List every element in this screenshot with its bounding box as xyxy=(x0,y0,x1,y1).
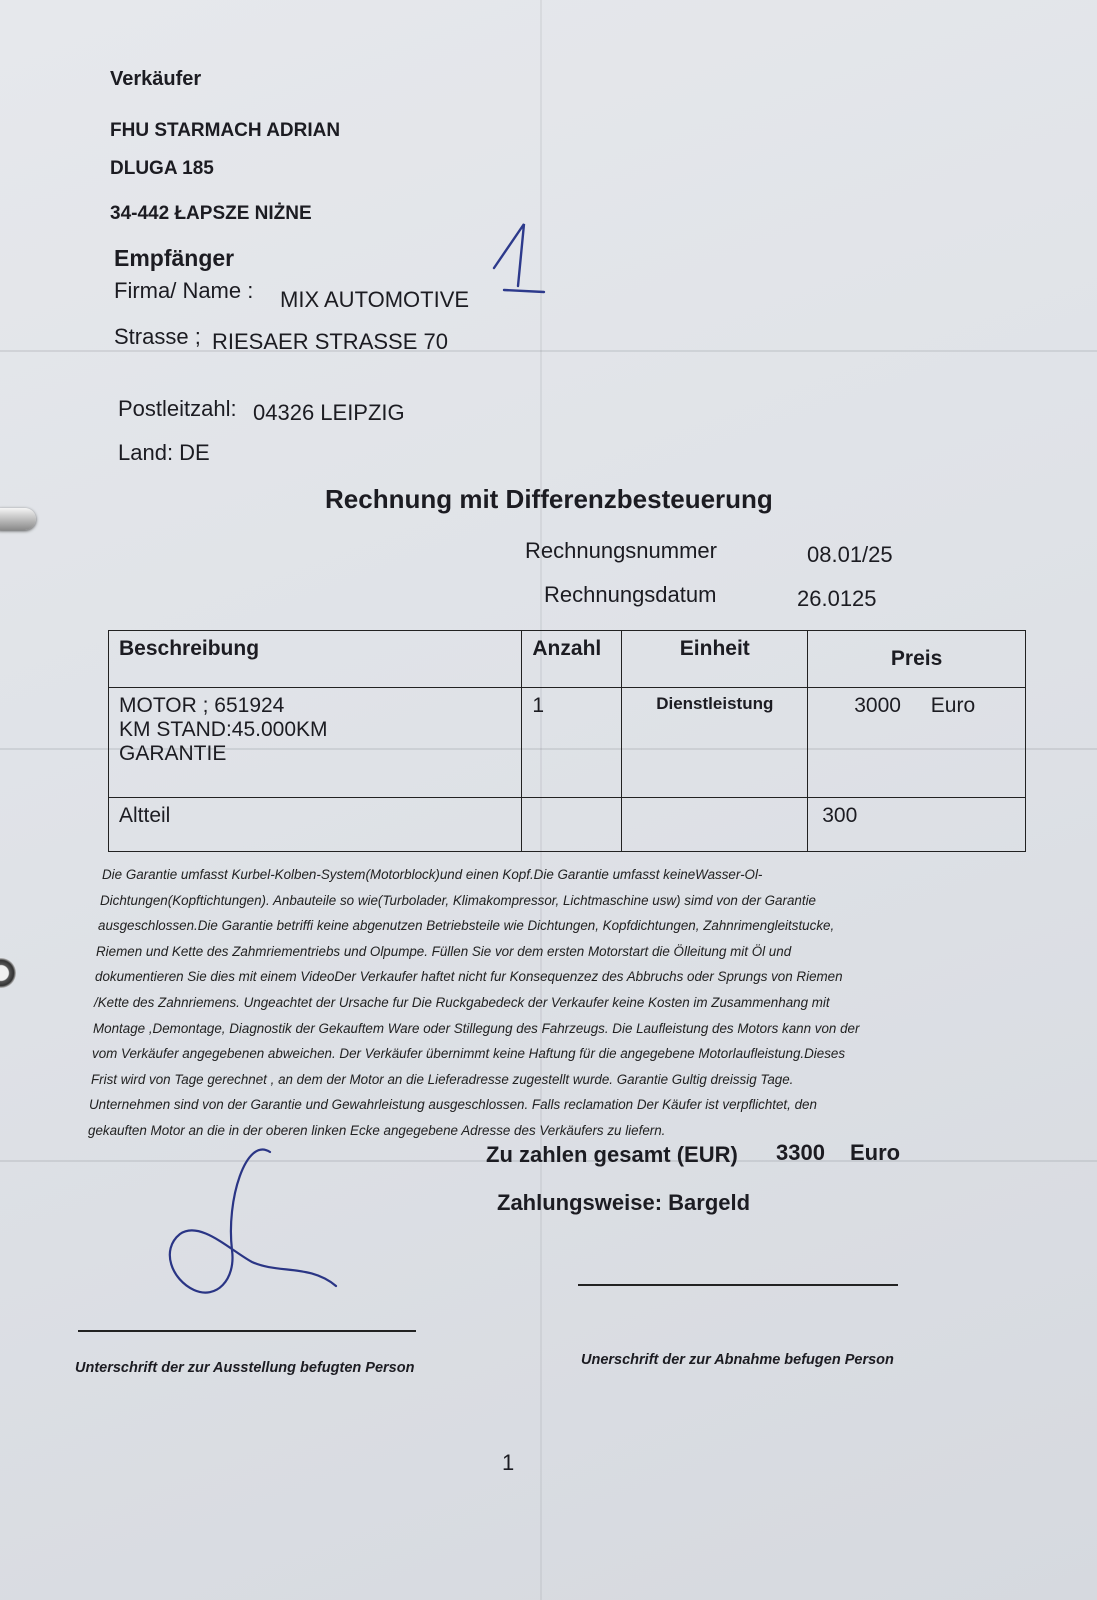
table-row xyxy=(109,688,1026,798)
terms-line: Riemen und Kette des Zahmriementriebs und Olpumpe. Füllen Sie vor dem ersten Motorstart die Ölleitung mit Öl und xyxy=(96,943,792,959)
land-text: Land: DE xyxy=(118,440,210,465)
row1-preis-currency: Euro xyxy=(930,694,976,717)
row1-anzahl: 1 xyxy=(522,688,622,798)
recipient-heading: Empfänger xyxy=(114,245,235,271)
page-number: 1 xyxy=(502,1450,515,1475)
terms-line: vom Verkäufer angegebenen abweichen. Der Verkäufer übernimmt keine Haftung für die angegebene Motorlaufleistung.Dieses xyxy=(92,1046,846,1062)
row1-description xyxy=(109,688,522,798)
terms-line: gekauften Motor an die in der oberen linken Ecke angegebene Adresse des Verkäufers zu liefern. xyxy=(88,1122,666,1138)
binder-ring xyxy=(0,508,36,530)
plz-label: Postleitzahl: xyxy=(118,396,237,421)
total-label: Zu zahlen gesamt (EUR) xyxy=(486,1142,738,1167)
firma-value: MIX AUTOMOTIVE xyxy=(280,287,470,312)
receiver-signature-caption: Unerschrift der zur Abnahme befugen Person xyxy=(581,1352,894,1368)
row1-einheit: Dienstleistung xyxy=(622,688,808,798)
desc-line-garantie: GARANTIE xyxy=(119,742,227,765)
seller-name: FHU STARMACH ADRIAN xyxy=(110,120,341,141)
row2-preis: 300 xyxy=(808,798,1026,852)
plz-value: 04326 LEIPZIG xyxy=(253,400,405,425)
header-anzahl: Anzahl xyxy=(522,631,622,688)
seller-city: 34-442 ŁAPSZE NIŻNE xyxy=(110,203,312,224)
row2-einheit xyxy=(622,798,808,852)
invoice-title: Rechnung mit Differenzbesteuerung xyxy=(325,484,773,514)
row1-preis-value: 3000 xyxy=(854,694,901,717)
row2-description: Altteil xyxy=(109,798,522,852)
issuer-signature xyxy=(160,1140,340,1310)
terms-line: Frist wird von Tage gerechnet , an dem der Motor an die Lieferadresse zugestellt wurde. Garantie Gultig dreissig Tage. xyxy=(91,1071,794,1087)
seller-heading: Verkäufer xyxy=(110,68,202,90)
handwritten-one-mark xyxy=(486,216,550,300)
table-row xyxy=(109,798,1026,852)
terms-line: Montage ,Demontage, Diagnostik der Gekauftem Ware oder Stillegung des Fahrzeugs. Die Laufleistung des Motors kann von der xyxy=(93,1020,860,1036)
total-amount: 3300 xyxy=(776,1140,825,1165)
issuer-signature-line xyxy=(78,1330,416,1332)
header-beschreibung: Beschreibung xyxy=(109,631,522,688)
total-currency: Euro xyxy=(850,1140,901,1165)
terms-line: Dichtungen(Kopftichtungen). Anbauteile so wie(Turbolader, Klimakompressor, Lichtmaschine usw) simd von der Garantie xyxy=(100,892,817,908)
payment-method: Zahlungsweise: Bargeld xyxy=(497,1190,751,1215)
table-header-row xyxy=(109,631,1026,688)
row2-anzahl xyxy=(522,798,622,852)
receiver-signature-line xyxy=(578,1284,898,1286)
desc-line-km: KM STAND:45.000KM xyxy=(119,718,328,741)
paper-fold xyxy=(0,350,1097,352)
firma-label: Firma/ Name : xyxy=(114,278,254,303)
seller-street: DLUGA 185 xyxy=(110,158,214,179)
row1-preis xyxy=(808,688,1026,798)
issuer-signature-caption: Unterschrift der zur Ausstellung befugten Person xyxy=(75,1360,415,1376)
items-table xyxy=(108,630,1026,852)
punch-hole xyxy=(0,958,16,988)
strasse-value: RIESAER STRASSE 70 xyxy=(212,329,448,354)
header-einheit: Einheit xyxy=(622,631,808,688)
strasse-label: Strasse ; xyxy=(114,324,201,349)
terms-line: ausgeschlossen.Die Garantie betriffi keine abgenutzen Betriebsteile wie Dichtungen, Kopfdichtungen, Zahnrimengleitstucke, xyxy=(98,918,835,934)
terms-line: Die Garantie umfasst Kurbel-Kolben-System(Motorblock)und einen Kopf.Die Garantie umfasst keineWasser-Ol- xyxy=(102,867,763,882)
terms-line: /Kette des Zahnriemens. Ungeachtet der Ursache fur Die Ruckgabedeck der Verkaufer keine Kosten im Zusammenhang mit xyxy=(94,994,830,1010)
terms-line: Unternehmen sind von der Garantie und Gewahrleistung ausgeschlossen. Falls reclamation Der Käufer ist verpflichtet, den xyxy=(89,1097,817,1113)
invoice-number-label: Rechnungsnummer xyxy=(525,538,717,563)
header-preis: Preis xyxy=(808,631,1026,688)
terms-line: dokumentieren Sie dies mit einem VideoDer Verkaufer haftet nicht fur Konsequenzez des Abbruchs oder Sprungs von Riemen xyxy=(95,969,843,985)
warranty-terms xyxy=(88,862,948,1144)
desc-line-motor: MOTOR ; 651924 xyxy=(119,694,285,717)
invoice-date-label: Rechnungsdatum xyxy=(544,582,717,607)
invoice-number-value: 08.01/25 xyxy=(807,542,893,567)
invoice-date-value: 26.0125 xyxy=(797,586,877,611)
